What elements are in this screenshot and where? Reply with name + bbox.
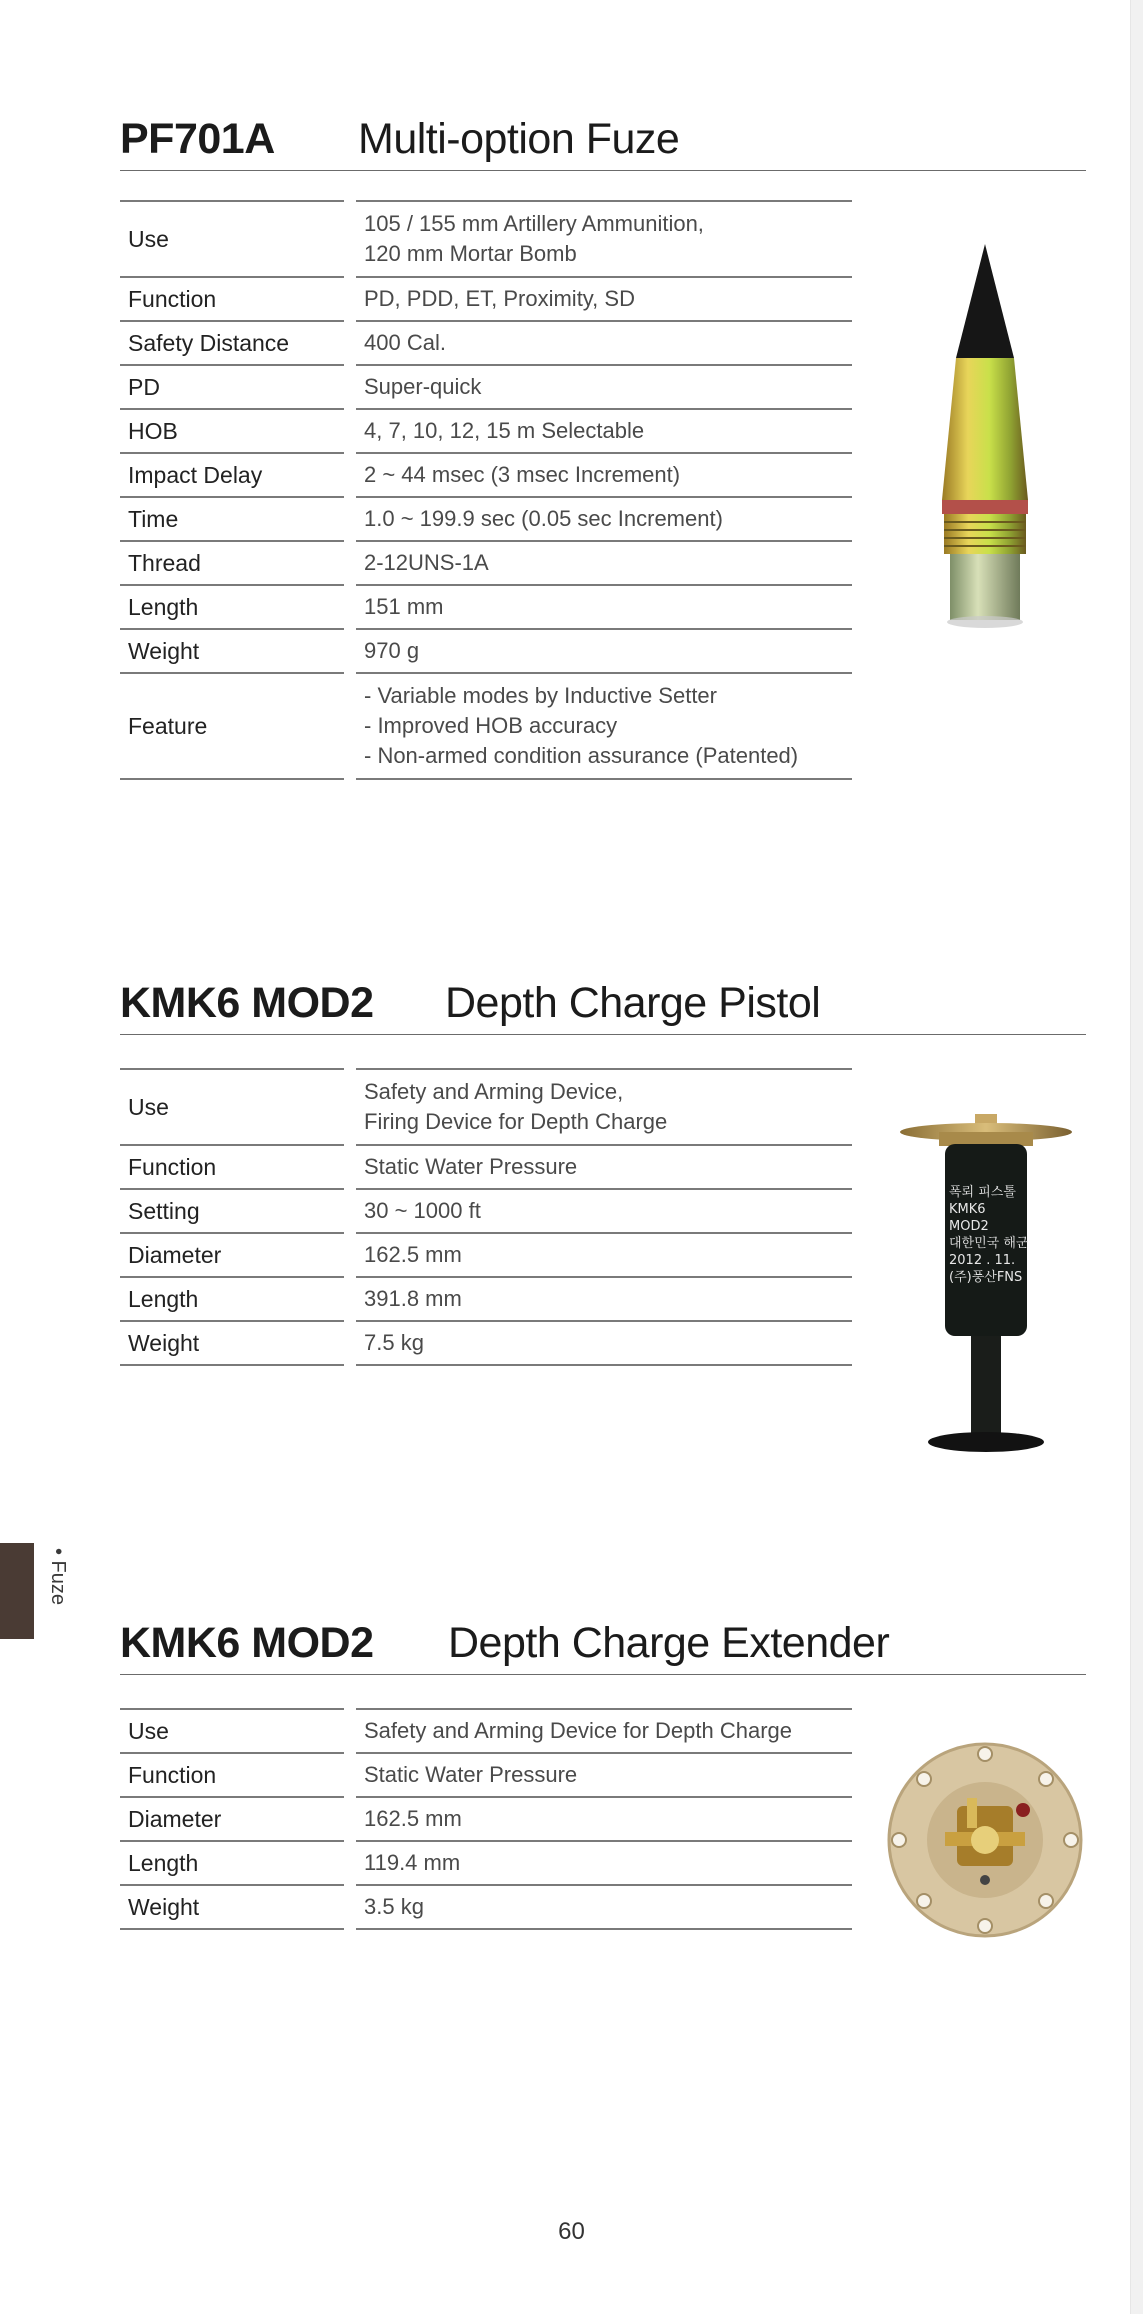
product-name: Depth Charge Pistol [445, 979, 821, 1027]
spec-label: Use [120, 202, 344, 278]
label-text: 2012 . 11. [949, 1253, 1016, 1268]
spec-label: Function [120, 278, 344, 322]
spec-value [356, 1190, 852, 1234]
spec-value [356, 1322, 852, 1366]
depth-charge-pistol-image [895, 1112, 1075, 1472]
spec-value-line: 162.5 mm [364, 1806, 462, 1831]
spec-label: Weight [120, 1886, 344, 1930]
spec-value [356, 674, 852, 780]
spec-row [120, 410, 852, 454]
spec-label: Setting [120, 1190, 344, 1234]
spec-value-line: Static Water Pressure [364, 1762, 578, 1787]
spec-row [120, 366, 852, 410]
spec-row [120, 1710, 852, 1754]
spec-label: Function [120, 1754, 344, 1798]
spec-label: Time [120, 498, 344, 542]
spec-value [356, 498, 852, 542]
spec-value-line: Super-quick [364, 374, 482, 399]
spec-row [120, 1234, 852, 1278]
spec-value-line: Safety and Arming Device for Depth Charge [364, 1718, 793, 1743]
spec-row [120, 586, 852, 630]
spec-label: Length [120, 1278, 344, 1322]
spec-value [356, 1842, 852, 1886]
spec-label: HOB [120, 410, 344, 454]
spec-row [120, 202, 852, 278]
spec-row [120, 454, 852, 498]
spec-value-line: Firing Device for Depth Charge [364, 1109, 668, 1134]
spec-value-line: 391.8 mm [364, 1286, 462, 1311]
spec-label: Use [120, 1710, 344, 1754]
spec-label: PD [120, 366, 344, 410]
spec-value-line: 4, 7, 10, 12, 15 m Selectable [364, 418, 645, 443]
label-text: 폭뢰 피스톨 [949, 1185, 1016, 1200]
spec-label: Feature [120, 674, 344, 780]
spec-row [120, 1842, 852, 1886]
spec-row [120, 1886, 852, 1930]
page-edge [1130, 0, 1143, 2314]
spec-label: Diameter [120, 1234, 344, 1278]
spec-value-line: - Non-armed condition assurance (Patented) [364, 743, 799, 768]
product-name: Multi-option Fuze [358, 115, 680, 163]
spec-row [120, 542, 852, 586]
spec-table [120, 1708, 852, 1930]
spec-value-line: - Improved HOB accuracy [364, 713, 618, 738]
spec-value [356, 366, 852, 410]
spec-label: Diameter [120, 1798, 344, 1842]
spec-value-line: 400 Cal. [364, 330, 446, 355]
spec-value [356, 542, 852, 586]
model-name: KMK6 MOD2 [120, 1619, 374, 1667]
spec-row [120, 278, 852, 322]
model-name: PF701A [120, 115, 275, 163]
spec-row [120, 1278, 852, 1322]
spec-row [120, 1322, 852, 1366]
spec-value-line: 1.0 ~ 199.9 sec (0.05 sec Increment) [364, 506, 723, 531]
fuze-image [910, 238, 1060, 718]
section-tab-marker [0, 1543, 34, 1639]
spec-value-line: 970 g [364, 638, 420, 663]
spec-table [120, 200, 852, 780]
spec-value-line: Safety and Arming Device, [364, 1079, 624, 1104]
spec-row [120, 630, 852, 674]
spec-value [356, 410, 852, 454]
section-title [120, 108, 1086, 171]
spec-value [356, 1234, 852, 1278]
spec-row [120, 674, 852, 780]
spec-label: Weight [120, 630, 344, 674]
side-section-label: • Fuze [47, 1548, 69, 1606]
model-name: KMK6 MOD2 [120, 979, 374, 1027]
spec-value-line: Static Water Pressure [364, 1154, 578, 1179]
spec-value [356, 322, 852, 366]
spec-value-line: 119.4 mm [364, 1850, 461, 1875]
spec-row [120, 322, 852, 366]
spec-value [356, 1886, 852, 1930]
spec-value-line: 120 mm Mortar Bomb [364, 241, 577, 266]
spec-value [356, 1070, 852, 1146]
depth-charge-extender-image [885, 1740, 1085, 1940]
section-title [120, 972, 1086, 1035]
spec-row [120, 1798, 852, 1842]
spec-value [356, 454, 852, 498]
spec-value-line: 2-12UNS-1A [364, 550, 489, 575]
spec-label: Length [120, 586, 344, 630]
section-title [120, 1612, 1086, 1675]
spec-value [356, 1754, 852, 1798]
spec-label: Thread [120, 542, 344, 586]
spec-label: Length [120, 1842, 344, 1886]
spec-row [120, 498, 852, 542]
spec-row [120, 1146, 852, 1190]
label-text: 대한민국 해군 [949, 1236, 1029, 1251]
spec-value-line: 7.5 kg [364, 1330, 424, 1355]
spec-value [356, 1798, 852, 1842]
spec-value-line: PD, PDD, ET, Proximity, SD [364, 286, 635, 311]
spec-table [120, 1068, 852, 1366]
spec-value [356, 586, 852, 630]
spec-label: Impact Delay [120, 454, 344, 498]
label-text: KMK6 MOD2 [949, 1202, 989, 1234]
spec-label: Function [120, 1146, 344, 1190]
spec-row [120, 1190, 852, 1234]
spec-value-line: 30 ~ 1000 ft [364, 1198, 481, 1223]
spec-value-line: 2 ~ 44 msec (3 msec Increment) [364, 462, 681, 487]
spec-label: Safety Distance [120, 322, 344, 366]
section-depth-charge-extender [120, 1612, 1086, 1942]
spec-value [356, 1278, 852, 1322]
product-name: Depth Charge Extender [448, 1619, 890, 1667]
spec-label: Use [120, 1070, 344, 1146]
spec-value [356, 1146, 852, 1190]
spec-value-line: 3.5 kg [364, 1894, 424, 1919]
section-pf701a [120, 108, 1086, 788]
page-number: 60 [558, 2218, 585, 2245]
spec-row [120, 1070, 852, 1146]
spec-value-line: 105 / 155 mm Artillery Ammunition, [364, 211, 704, 236]
spec-value-line: - Variable modes by Inductive Setter [364, 683, 717, 708]
spec-value [356, 278, 852, 322]
spec-label: Weight [120, 1322, 344, 1366]
spec-value-line: 151 mm [364, 594, 444, 619]
spec-value [356, 1710, 852, 1754]
label-text: (주)풍산FNS [949, 1270, 1023, 1285]
section-depth-charge-pistol [120, 972, 1086, 1492]
spec-value [356, 630, 852, 674]
spec-value-line: 162.5 mm [364, 1242, 462, 1267]
spec-value [356, 202, 852, 278]
spec-row [120, 1754, 852, 1798]
